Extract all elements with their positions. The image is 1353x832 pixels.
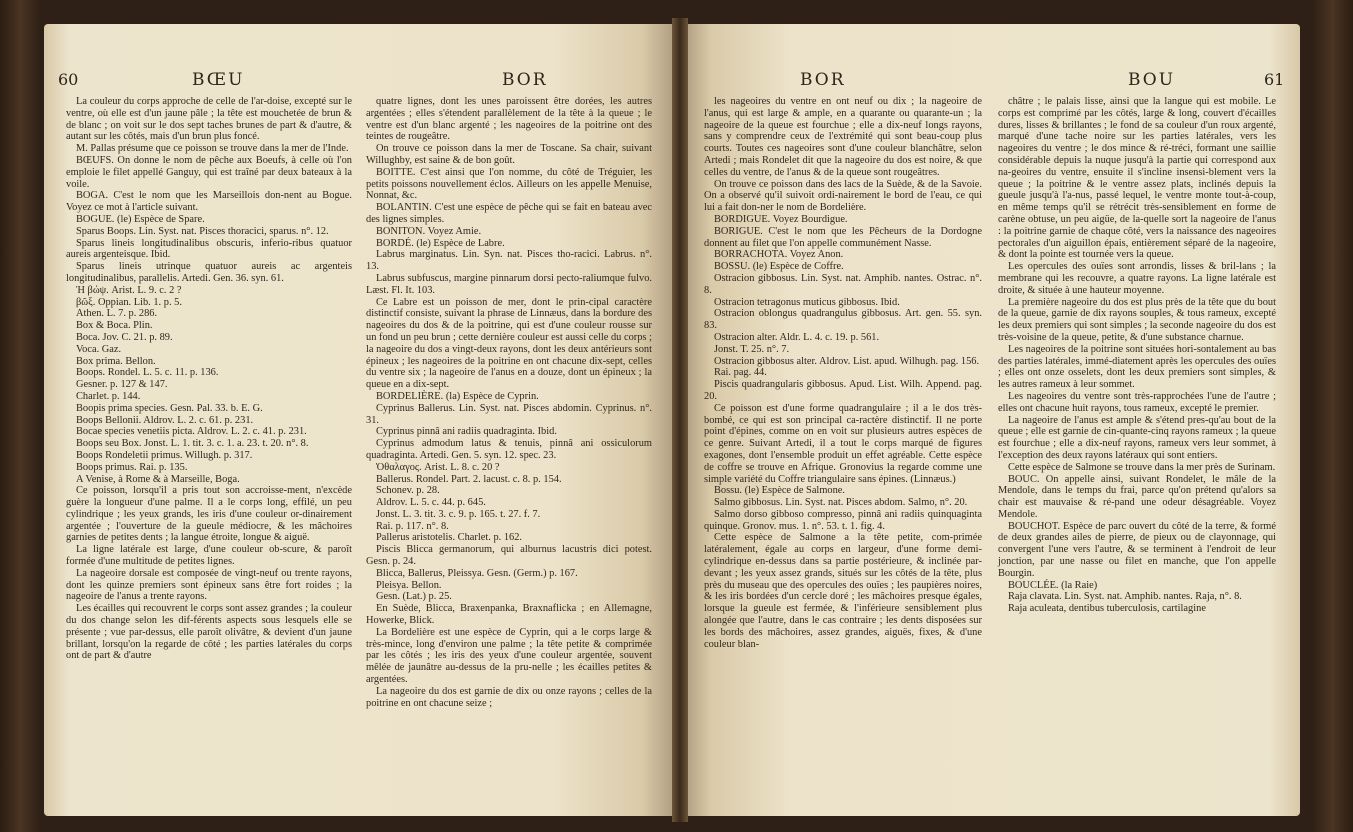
paragraph: Labrus subfuscus, margine pinnarum dorsi pecto-raliumque fulvo. Læst. Fl. It. 103. [366, 272, 652, 296]
paragraph: quatre lignes, dont les unes paroissent être dorées, les autres argentées ; elles s'étendent parallèlement de la tête à la queue ; le ventre est d'un blanc argenté ; les nageoires de la poitrine ont des teintes de rougeâtre. [366, 96, 652, 143]
paragraph: Sparus Boops. Lin. Syst. nat. Pisces thoracici, sparus. n°. 12. [76, 225, 329, 237]
paragraph: Box prima. Bellon. [76, 355, 156, 367]
paragraph: Ostracion gibbosus. Lin. Syst. nat. Amphib. nantes. Ostrac. n°. 8. [704, 272, 982, 296]
paragraph: Jonst. T. 25. n°. 7. [714, 343, 790, 355]
paragraph: Les opercules des ouïes sont arrondis, lisses & bril-lans ; la membrane qui les recouvre, a quatre rayons. La ligne latérale est droite, & située à une hauteur moyenne. [998, 261, 1276, 296]
paragraph: Voca. Gaz. [76, 343, 122, 355]
paragraph: On trouve ce poisson dans la mer de Toscane. Sa chair, suivant Willughby, est saine & de bon goût. [366, 143, 652, 166]
paragraph: La nageoire du dos est garnie de dix ou onze rayons ; celles de la poitrine en ont chacune seize ; [366, 685, 652, 709]
paragraph: Gesn. (Lat.) p. 25. [376, 591, 452, 603]
paragraph: Pleisya. Bellon. [376, 579, 442, 591]
paragraph: BOSSU. (le) Espèce de Coffre. [714, 261, 844, 273]
paragraph: Jonst. L. 3. tit. 3. c. 9. p. 165. t. 27. f. 7. [376, 508, 541, 520]
paragraph: Ὀθαλαγος. Arist. L. 8. c. 20 ? [376, 461, 500, 473]
paragraph: Les nageoires du ventre sont très-rapprochées l'une de l'autre ; elles ont chacune huit rayons, tous rameux, excepté le premier. [998, 390, 1276, 414]
paragraph: La Bordelière est une espèce de Cyprin, qui a le corps large & très-mince, long d'environ une palme ; la tête petite & comprimée par les côtés ; les iris des yeux d'une couleur argentée, souvent mêlée de jaunâtre au-dessus de la pru-nelle ; les écailles petites & argentées. [366, 626, 652, 686]
paragraph: On trouve ce poisson dans des lacs de la Suède, & de la Savoie. On a observé qu'il suivoit ordi-nairement le bord de l'eau, ce qui lui a fait don-ner le nom de Bordelière. [704, 178, 982, 214]
paragraph: BONITON. Voyez Amie. [376, 225, 482, 237]
paragraph: Ostracion alter. Aldr. L. 4. c. 19. p. 561. [714, 331, 880, 343]
paragraph: Bossu. (le) Espèce de Salmone. [714, 485, 846, 497]
paragraph: BOLANTIN. C'est une espèce de pêche qui se fait en bateau avec des lignes simples. [366, 202, 652, 225]
paragraph: les nageoires du ventre en ont neuf ou dix ; la nageoire de l'anus, qui est large & ample, en a quarante ou quarante-un ; la nageoire de la queue est fourchue ; elle a dix-neuf longs rayons, sans y comprendre ceux de l'extrémité qui sont beau-coup plus courts. Toutes ces nageoires sont d'une couleur blanchâtre, selon Artedi ; mais Rondelet dit que la nageoire du dos est noire, & que celles du ventre, de l'anus & de la queue sont rougeâtres. [704, 96, 982, 178]
paragraph: Cyprinus pinnâ ani radiis quadraginta. Ibid. [376, 426, 557, 438]
paragraph: Raja aculeata, dentibus tuberculosis, cartilagine [1008, 603, 1206, 615]
paragraph: Ostracion gibbosus alter. Aldrov. List. apud. Wilhugh. pag. 156. [714, 355, 980, 367]
paragraph: BOUCHOT. Espèce de parc ouvert du côté de la terre, & formé de deux grandes ailes de pierre, de pieux ou de clayonnage, qui convergent l'une vers l'autre, & se terminent à l'endroit de leur jonction, par une nasse ou filet en manche, que l'on appelle Bourgin. [998, 520, 1276, 579]
paragraph: Rai. pag. 44. [714, 367, 767, 379]
paragraph: Boops primus. Rai. p. 135. [76, 461, 188, 473]
paragraph: Les écailles qui recouvrent le corps sont assez grandes ; la couleur du dos change selon les dif-férents aspects sous lesquels elle se présente ; vue par-dessus, elle paroît olivâtre, & devient d'un jaune brillant, lorsqu'on la regarde de côté ; les parties latérales du corps ont de part & d'autre [66, 603, 352, 662]
paragraph: La nageoire dorsale est composée de vingt-neuf ou trente rayons, dont les quinze premiers sont épineux sans être fort roides ; la nageoire de l'anus a trente rayons. [66, 567, 352, 603]
paragraph: Cyprinus admodum latus & tenuis, pinnâ ani ossiculorum quadraginta. Artedi. Gen. 5. syn. 12. spec. 23. [366, 438, 652, 461]
paragraph: Ostracion tetragonus muticus gibbosus. Ibid. [714, 296, 900, 308]
paragraph: Raja clavata. Lin. Syst. nat. Amphib. nantes. Raja, n°. 8. [1008, 591, 1242, 603]
paragraph: Ce Labre est un poisson de mer, dont le prin-cipal caractère distinctif consiste, suivant la phrase de Linnæus, dans la bordure des nageoires du dos & de la poitrine, qui est d'une couleur rousse sur un fond un peu brun ; cette dernière couleur est aussi celle du corps ; la nageoire du dos a vingt-deux rayons, dont les deux antérieurs sont épineux ; les nageoires de la poitrine en ont chacune dix-sept, celles du ventre six ; la nageoire de l'anus en a douze, dont un épineux ; la queue en a dix-sept. [366, 296, 652, 391]
paragraph: Boops Rondeletii primus. Willugh. p. 317. [76, 449, 253, 461]
paragraph: Piscis Blicca germanorum, qui alburnus lacustris dici potest. Gesn. p. 24. [366, 544, 652, 568]
paragraph: BOUC. On appelle ainsi, suivant Rondelet, le mâle de la Mendole, dans le temps du frai, parce qu'on prétend qu'alors sa chair est mauvaise & ré-pand une odeur désagréable. Voyez Mendole. [998, 473, 1276, 520]
paragraph: Rai. p. 117. n°. 8. [376, 520, 449, 532]
right-column-2 [998, 96, 1276, 615]
left-column-2 [366, 96, 652, 709]
running-head-right-a: BOR [800, 70, 846, 90]
paragraph: BORDELIÈRE. (la) Espèce de Cyprin. [376, 390, 539, 402]
paragraph: BOUCLÉE. (la Raie) [1008, 579, 1098, 591]
paragraph: Salmo gibbosus. Lin. Syst. nat. Pisces abdom. Salmo, n°. 20. [714, 497, 968, 509]
paragraph: Pallerus aristotelis. Charlet. p. 162. [376, 532, 523, 544]
paragraph: Boops. Rondel. L. 5. c. 11. p. 136. [76, 367, 219, 379]
paragraph: Sparus lineis longitudinalibus obscuris, inferio-ribus quatuor aureis argenteisque. Ibid. [66, 237, 352, 261]
paragraph: BORDÉ. (le) Espèce de Labre. [376, 237, 505, 249]
paragraph: La ligne latérale est large, d'une couleur ob-scure, & paroît formée d'une multitude de petites lignes. [66, 544, 352, 568]
paragraph: Boopis prima species. Gesn. Pal. 33. b. E. G. [76, 402, 263, 414]
book-gutter [672, 18, 688, 822]
page-number-left: 60 [58, 70, 79, 89]
paragraph: βῶξ. Oppian. Lib. 1. p. 5. [76, 296, 182, 308]
paragraph: Cette espèce de Salmone se trouve dans la mer près de Surinam. [1008, 461, 1276, 473]
paragraph: Charlet. p. 144. [76, 390, 141, 402]
paragraph: châtre ; le palais lisse, ainsi que la langue qui est mobile. Le corps est comprimé par les côtés, large & long, couvert d'écailles dures, lisses & brillantes ; le fond de sa couleur d'un roux argenté, marqué d'une tache noire sur les parties latérales, vers les nageoires du ventre ; le dos mince & ré-tréci, formant une saillie considérable depuis la nuque jusqu'à la partie qui correspond aux na-geoires du ventre, ensuite il s'incline insensi-blement vers la queue ; la poitrine & le ventre assez plats, inclinés depuis la gueule jusqu'à l'a-nus, passé lequel, le ventre monte tout-à-coup, en même temps qu'il se rétrécit très-sensiblement en forme de carène obtuse, un peu aigüe, de la-quelle sort la nageoire de l'anus : la poitrine garnie de chaque côté, vers la naissance des nageoires pectorales d'un aiguillon épais, entièrement séparé de la nageoire, & dont la pointe est tournée vers la queue. [998, 96, 1276, 261]
running-head-right-b: BOU [1128, 70, 1176, 90]
paragraph: En Suède, Blicca, Braxenpanka, Braxnaflicka ; en Allemagne, Howerke, Blick. [366, 603, 652, 627]
paragraph: BŒUFS. On donne le nom de pêche aux Boeufs, à celle où l'on emploie le filet appellé Ganguy, qui est traîné par deux bateaux à la voile. [66, 154, 352, 190]
paragraph: Bocae species venetiis picta. Aldrov. L. 2. c. 41. p. 231. [76, 426, 307, 438]
paragraph: BOITTE. C'est ainsi que l'on nomme, du côté de Tréguier, les petits poissons nouvellement éclos. Ailleurs on les appelle Menuise, Nonnat, &c. [366, 166, 652, 202]
paragraph: Athen. L. 7. p. 286. [76, 308, 158, 320]
paragraph: La couleur du corps approche de celle de l'ar-doise, excepté sur le ventre, où elle est d'un jaune pâle ; la tête est mouchetée de brun & de blanc ; on voit sur le dos sept taches brunes de part & d'autre, & autant sur les côtés, mais d'un brun plus foncé. [66, 96, 352, 143]
page-number-right: 61 [1264, 70, 1285, 89]
paragraph: Cyprinus Ballerus. Lin. Syst. nat. Pisces abdomin. Cyprinus. n°. 31. [366, 402, 652, 426]
paragraph: Aldrov. L. 5. c. 44. p. 645. [376, 497, 486, 509]
paragraph: BOGUE. (le) Espèce de Spare. [76, 213, 205, 225]
left-column-1 [66, 96, 352, 662]
paragraph: Labrus marginatus. Lin. Syn. nat. Pisces tho-racici. Labrus. n°. 13. [366, 249, 652, 273]
paragraph: Boops seu Box. Jonst. L. 1. tit. 3. c. 1. a. 23. t. 20. n°. 8. [76, 438, 309, 450]
paragraph: Blicca, Ballerus, Pleissya. Gesn. (Germ.) p. 167. [376, 567, 578, 579]
paragraph: Boops Bellonii. Aldrov. L. 2. c. 61. p. 231. [76, 414, 254, 426]
paragraph: Les nageoires de la poitrine sont situées hori-sontalement au bas des parties latérales, immé-diatement après les opercules des ouïes ; elles ont onze osselets, dont les deux premiers sont simples, & les autres rameux à leur sommet. [998, 343, 1276, 391]
paragraph: Ce poisson est d'une forme quadrangulaire ; il a le dos très-bombé, ce qui est son principal ca-ractère distinctif. Il ne porte point d'épines, comme on en voit sur plusieurs autres espèces de ce genre. Suivant Artedi, il a tout le corps marqué de figures exagones, dont l'ensemble produit un effet agréable. Cette espèce de coffre se trouve en Afrique. Gronovius la regarde comme une simple variété du Coffre triangulaire sans épines. (Linnæus.) [704, 402, 982, 485]
right-page [680, 24, 1300, 816]
paragraph: M. Pallas présume que ce poisson se trouve dans la mer de l'Inde. [76, 143, 349, 155]
right-column-1 [704, 96, 982, 650]
paragraph: Schonev. p. 28. [376, 485, 440, 497]
paragraph: Ce poisson, lorsqu'il a pris tout son accroisse-ment, n'excède guère la longueur d'une palme. Il a le corps long, effilé, un peu cylindrique ; les yeux grands, les iris d'une couleur or-dinairement argentée ; l'ouverture de la gueule médiocre, & les mâchoires garnies de petites dents ; la langue étroite, longue & aiguë. [66, 485, 352, 544]
paragraph: Ostracion oblongus quadrangulus gibbosus. Art. gen. 55. syn. 83. [704, 308, 982, 332]
paragraph: Gesner. p. 127 & 147. [76, 379, 168, 391]
paragraph: Salmo dorso gibboso compresso, pinnâ ani radiis quinquaginta quinque. Gronov. mus. 1. n°. 53. t. 1. fig. 4. [704, 508, 982, 532]
paragraph: BORDIGUE. Voyez Bourdigue. [714, 213, 848, 225]
paragraph: Sparus lineis utrinque quatuor aureis ac argenteis longitudinalibus, parallelis. Artedi. Gen. 36. syn. 61. [66, 261, 352, 284]
paragraph: Box & Boca. Plin. [76, 320, 153, 332]
paragraph: Ballerus. Rondel. Part. 2. lacust. c. 8. p. 154. [376, 473, 562, 485]
paragraph: Cette espèce de Salmone a la tête petite, com-primée latéralement, égale au corps en largeur, d'une forme demi-cylindrique en-dessus dans sa partie postérieure, & inclinée par-devant ; les yeux assez grands, situés sur les côtés de la tête, plus près du museau que des opercules des ouïes ; les paupières noires, & les iris bordées d'un cercle doré ; les mâchoires presque égales, lorsque la gueule est fermée, & l'inférieure sensiblement plus alongée que l'autre, dans le cas contraire ; les dents disposées sur les bords des mâchoires, assez grandes, aiguës, fixes, & d'une couleur blan- [704, 532, 982, 650]
paragraph: Ἡ βώψ. Arist. L. 9. c. 2 ? [76, 284, 182, 296]
paragraph: La première nageoire du dos est plus près de la tête que du bout de la queue, garnie de dix rayons souples, & tous rameux, excepté les deux premiers qui sont simples ; la seconde nageoire du dos est très-voisine de la queue, petite, & d'une substance charnue. [998, 296, 1276, 343]
paragraph: Piscis quadrangularis gibbosus. Apud. List. Wilh. Append. pag. 20. [704, 379, 982, 402]
running-head-left-b: BOR [502, 70, 548, 90]
left-page [44, 24, 680, 816]
paragraph: La nageoire de l'anus est ample & s'étend pres-qu'au bout de la queue ; elle est garnie de cin-quante-cinq rayons rameux ; la queue est fourchue ; elle a dix-neuf rayons, rameux vers leur sommet, à l'exception des deux rayons latéraux qui sont entiers. [998, 414, 1276, 461]
paragraph: A Venise, à Rome & à Marseille, Boga. [76, 473, 240, 485]
paragraph: Boca. Jov. C. 21. p. 89. [76, 331, 173, 343]
paragraph: BORIGUE. C'est le nom que les Pêcheurs de la Dordogne donnent au filet que l'on appelle communément Nasse. [704, 225, 982, 249]
paragraph: BORRACHOTA. Voyez Anon. [714, 249, 844, 261]
paragraph: BOGA. C'est le nom que les Marseillois don-nent au Bogue. Voyez ce mot à l'article suivant. [66, 190, 352, 214]
running-head-left-a: BŒU [192, 70, 245, 90]
